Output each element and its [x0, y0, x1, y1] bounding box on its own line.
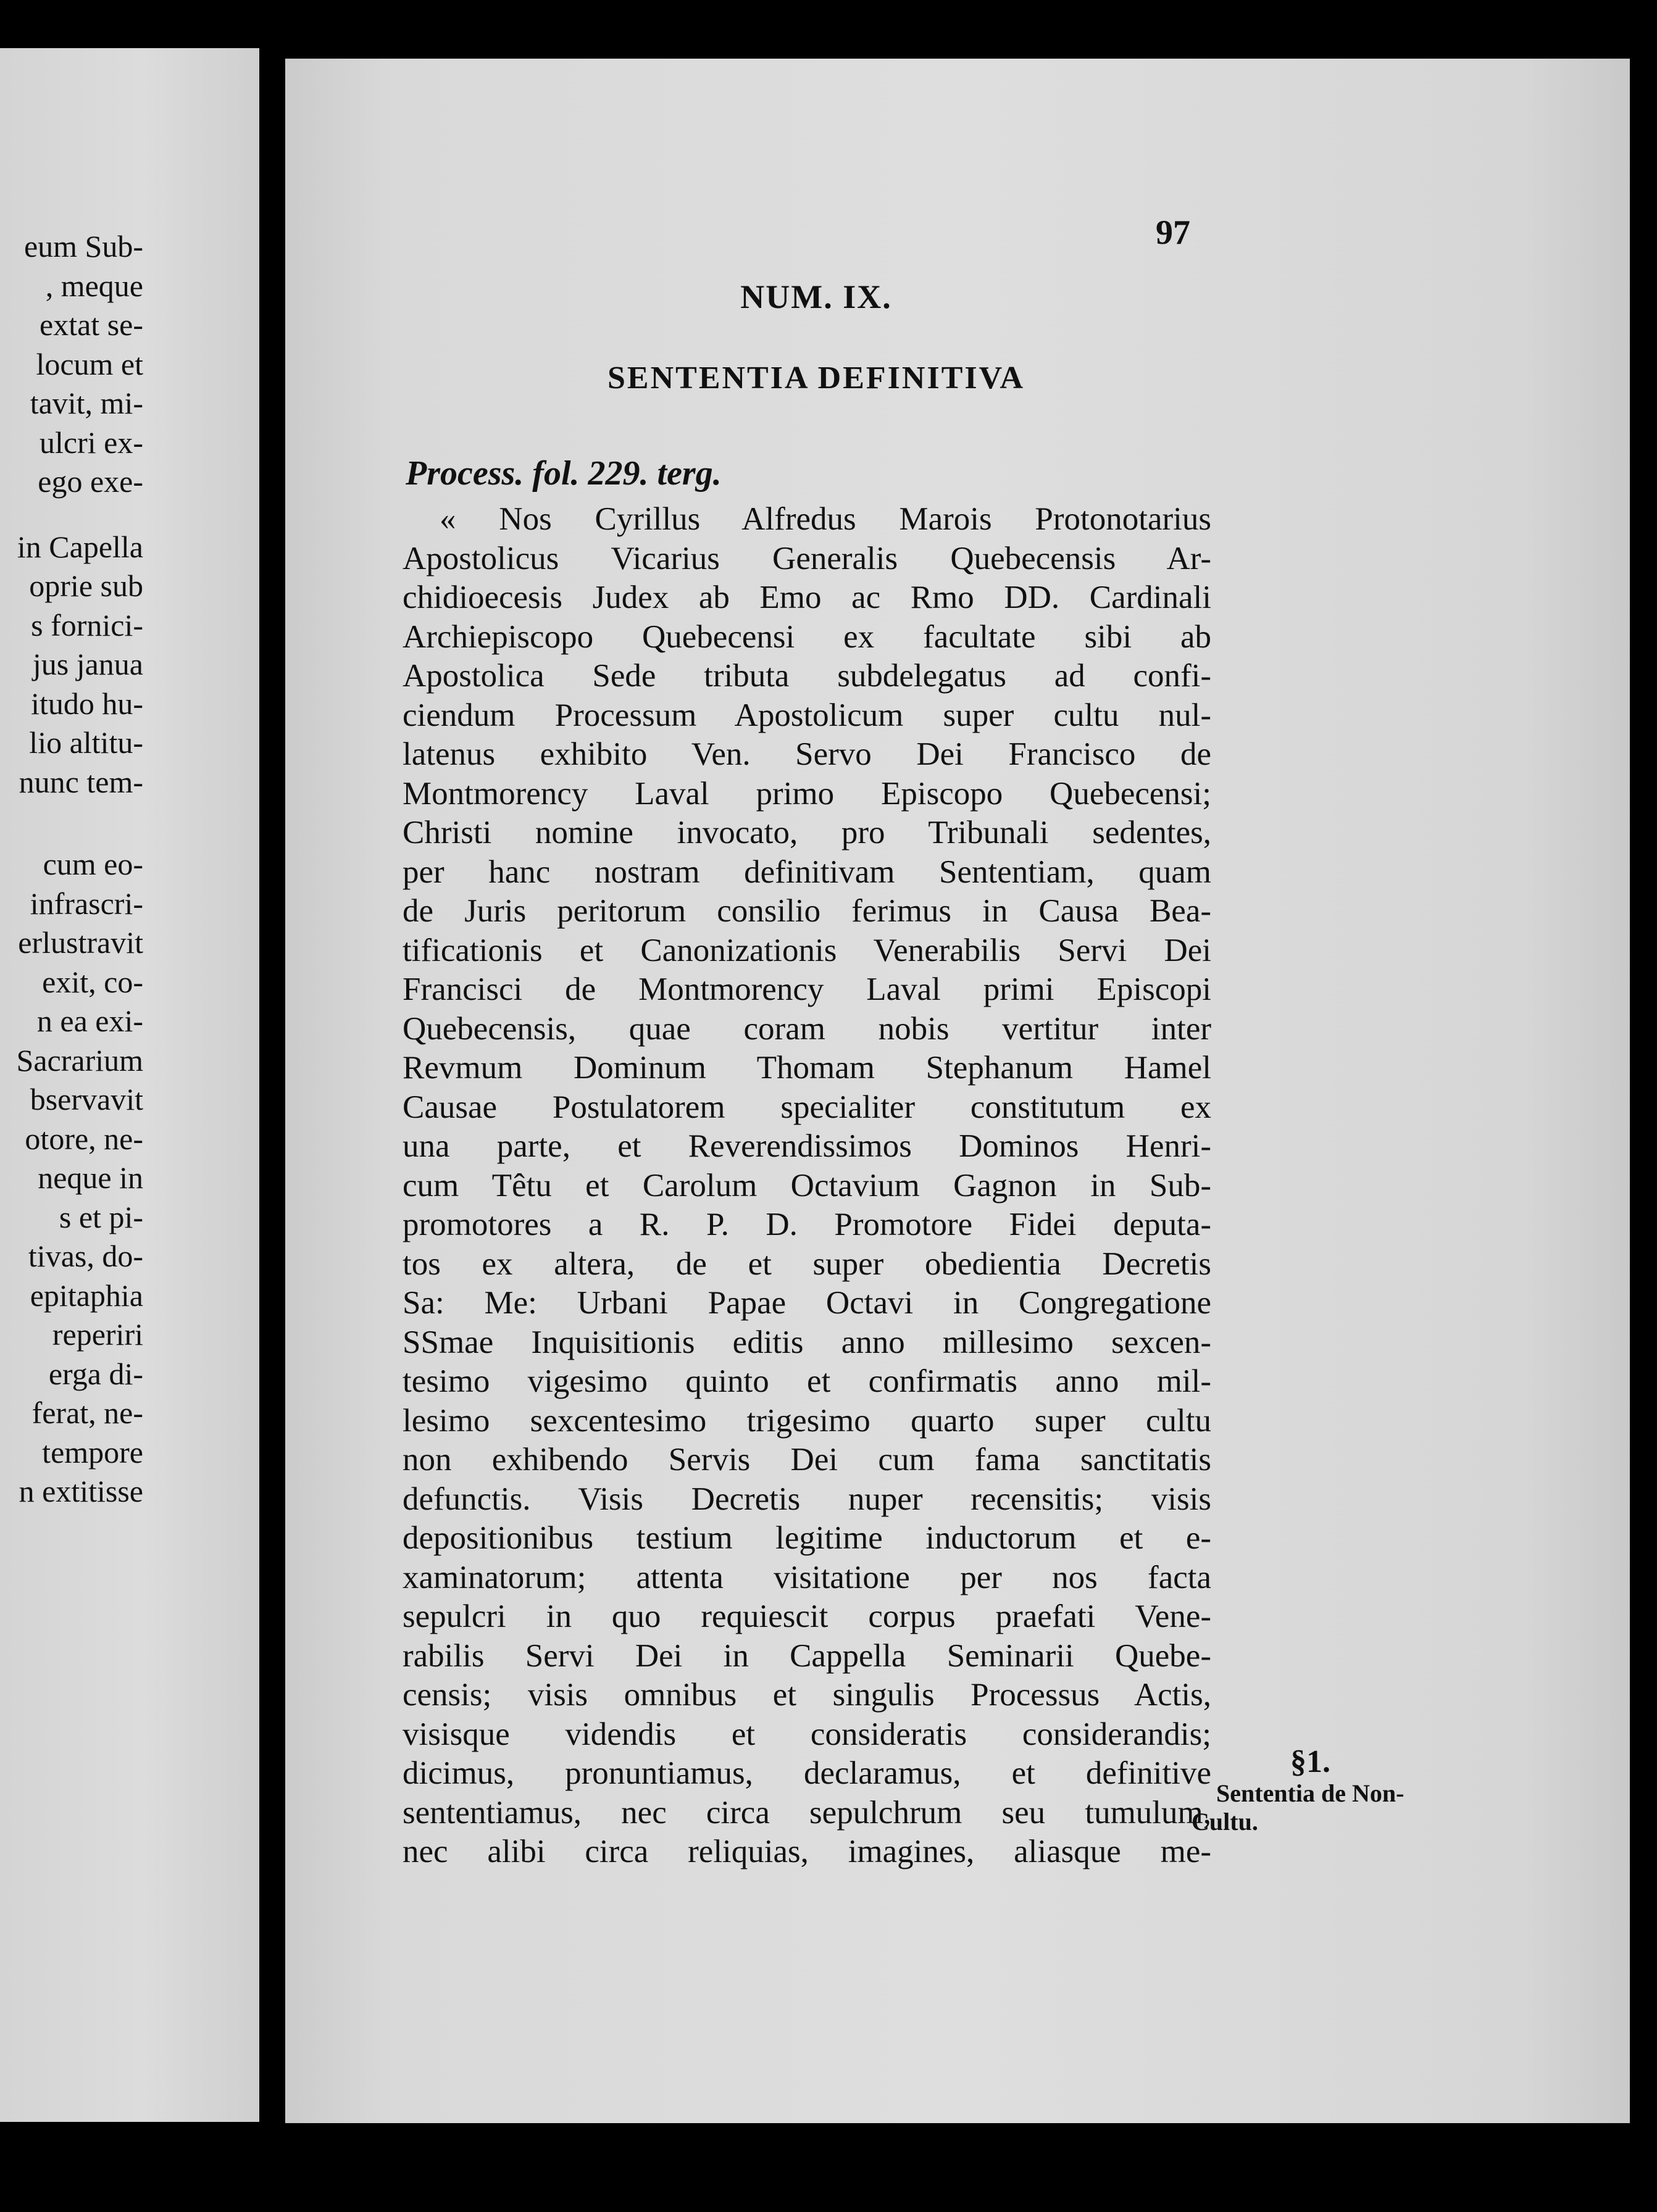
- body-line: censis; visis omnibus et singulis Processus Actis,: [403, 1677, 1211, 1713]
- left-line: s et pi-: [59, 1199, 143, 1234]
- margin-caption-line: Sententia de Non-: [1216, 1779, 1404, 1807]
- left-line: oprie sub: [29, 568, 143, 603]
- body-line: depositionibus testium legitime inductorum et e-: [403, 1520, 1211, 1556]
- left-line: tavit, mi-: [30, 386, 143, 420]
- body-line: Archiepiscopo Quebecensi ex facultate sibi ab: [403, 618, 1211, 655]
- left-line: erga di-: [48, 1356, 143, 1391]
- body-line: defunctis. Visis Decretis nuper recensitis; visis: [403, 1481, 1211, 1517]
- document-number-heading: NUM. IX.: [740, 278, 892, 315]
- body-line: latenus exhibito Ven. Servo Dei Francisco de: [403, 736, 1211, 772]
- body-line: sepulcri in quo requiescit corpus praefati Vene-: [403, 1599, 1211, 1634]
- body-line: lesimo sexcentesimo trigesimo quarto super cultu: [403, 1402, 1211, 1439]
- body-line: una parte, et Reverendissimos Dominos Henri-: [403, 1128, 1211, 1164]
- left-line: ulcri ex-: [40, 425, 143, 460]
- left-line: jus janua: [32, 647, 143, 681]
- left-line: n ea exi-: [36, 1004, 143, 1038]
- body-line: SSmae Inquisitionis editis anno millesimo sexcen-: [403, 1324, 1211, 1360]
- left-line: eum Sub-: [23, 229, 143, 264]
- left-line: erlustravit: [18, 925, 143, 960]
- page-number: 97: [1156, 214, 1190, 252]
- body-line: Causae Postulatorem specialiter constitutum ex: [403, 1089, 1211, 1125]
- left-line: tempore: [42, 1434, 143, 1470]
- body-line: cum Têtu et Carolum Octavium Gagnon in Sub-: [403, 1167, 1211, 1204]
- body-line: Francisci de Montmorency Laval primi Episcopi: [403, 971, 1211, 1007]
- source-reference: Process. fol. 229. terg.: [406, 454, 722, 493]
- margin-caption: [1192, 1779, 1404, 1836]
- left-line: neque in: [38, 1160, 143, 1195]
- left-line: bservavit: [30, 1082, 143, 1116]
- body-line: promotores a R. P. D. Promotore Fidei deputa-: [403, 1207, 1211, 1242]
- left-paragraph-gap: [17, 802, 143, 845]
- left-line: lio altitu-: [29, 725, 143, 760]
- body-line: ciendum Processum Apostolicum super cultu nul-: [403, 697, 1211, 733]
- margin-note: [1192, 1744, 1404, 1836]
- body-line: Apostolica Sede tributa subdelegatus ad confi-: [403, 658, 1211, 694]
- body-line: visisque videndis et consideratis considerandis;: [403, 1716, 1211, 1752]
- body-line: nec alibi circa reliquias, imagines, aliasque me-: [403, 1834, 1211, 1869]
- previous-page-text-clip: [0, 48, 143, 2122]
- left-line: ego exe-: [38, 464, 143, 499]
- body-line: Quebecensis, quae coram nobis vertitur inter: [403, 1010, 1211, 1047]
- body-line: non exhibendo Servis Dei cum fama sanctitatis: [403, 1442, 1211, 1478]
- body-line: de Juris peritorum consilio ferimus in Causa Bea-: [403, 893, 1211, 929]
- left-line: cum eo-: [43, 847, 143, 881]
- left-line: locum et: [36, 346, 143, 381]
- left-line: infrascri-: [30, 886, 143, 921]
- body-line: Revmum Dominum Thomam Stephanum Hamel: [403, 1050, 1211, 1086]
- body-line: per hanc nostram definitivam Sententiam, quam: [403, 854, 1211, 890]
- left-line: in Capella: [17, 529, 143, 564]
- left-line: epitaphia: [30, 1278, 143, 1313]
- left-line: Sacrarium: [16, 1042, 143, 1078]
- left-line: extat se-: [40, 307, 143, 342]
- body-text: [403, 500, 1211, 1872]
- body-line: dicimus, pronuntiamus, declaramus, et definitive: [403, 1755, 1211, 1791]
- body-line: Christi nomine invocato, pro Tribunali sedentes,: [403, 815, 1211, 850]
- left-line: n extitisse: [19, 1474, 143, 1508]
- left-line: nunc tem-: [19, 764, 143, 799]
- previous-page-text: [17, 227, 143, 1511]
- left-line: exit, co-: [42, 964, 143, 999]
- previous-page-fragment: [0, 48, 259, 2122]
- body-line: chidioecesis Judex ab Emo ac Rmo DD. Cardinali: [403, 580, 1211, 615]
- left-line: , meque: [45, 268, 143, 303]
- left-line: itudo hu-: [31, 686, 143, 721]
- left-line: reperiri: [52, 1317, 143, 1352]
- document-page: [285, 59, 1630, 2123]
- body-line: tificationis et Canonizationis Venerabilis Servi Dei: [403, 932, 1211, 968]
- body-line: « Nos Cyrillus Alfredus Marois Protonotarius: [440, 501, 1211, 537]
- left-line: otore, ne-: [25, 1121, 143, 1156]
- left-line: tivas, do-: [28, 1239, 143, 1273]
- body-line: tesimo vigesimo quinto et confirmatis anno mil-: [403, 1363, 1211, 1399]
- body-line: Sa: Me: Urbani Papae Octavi in Congregatione: [403, 1285, 1211, 1321]
- body-line: Apostolicus Vicarius Generalis Quebecensis Ar-: [403, 540, 1211, 576]
- document-title: SENTENTIA DEFINITIVA: [607, 360, 1025, 396]
- body-line: Montmorency Laval primo Episcopo Quebecensi;: [403, 775, 1211, 812]
- body-line: rabilis Servi Dei in Cappella Seminarii Quebe-: [403, 1637, 1211, 1674]
- margin-section-number: §1.: [1290, 1744, 1330, 1779]
- body-line: sententiamus, nec circa sepulchrum seu tumulum,: [403, 1794, 1211, 1831]
- margin-caption-line: Cultu.: [1192, 1808, 1258, 1836]
- body-line: xaminatorum; attenta visitatione per nos facta: [403, 1559, 1211, 1595]
- left-paragraph-gap: [17, 502, 143, 528]
- left-line: s fornici-: [31, 607, 143, 642]
- body-line: tos ex altera, de et super obedientia Decretis: [403, 1245, 1211, 1282]
- left-line: ferat, ne-: [31, 1395, 143, 1430]
